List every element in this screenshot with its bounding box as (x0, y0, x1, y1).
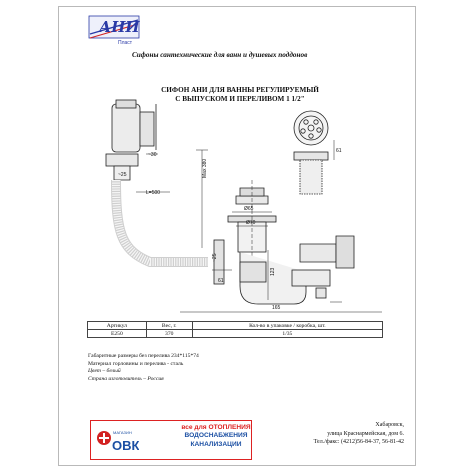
dim-70: Ø70 (246, 220, 256, 226)
note-dimensions: Габаритные размеры без перелива 234*115*74 (88, 353, 199, 359)
store-banner (90, 420, 252, 460)
ovk-logo (95, 424, 139, 456)
siphon-trap (214, 236, 354, 304)
note-material: Материал горловины и перелива - сталь (88, 360, 184, 367)
outlet-grate-view (294, 111, 328, 145)
spec-table (87, 321, 383, 338)
dim-L: L=500 (146, 190, 161, 196)
table-cell: E250 (88, 330, 147, 338)
note-color: Цвет – белый (88, 368, 121, 375)
address-city: Хабаровск, (375, 422, 404, 428)
table-header-cell: Артикул (88, 322, 147, 330)
dim-61-bottom: 61 (218, 278, 224, 284)
address-phone: Тел./факс: (4212)56-84-37, 56-81-42 (313, 439, 404, 446)
note-country: Страна изготовитель – Россия (88, 375, 164, 382)
table-header-cell: Кол-во в упаковке / коробка, шт. (192, 322, 382, 330)
dim-165: 165 (272, 305, 281, 311)
ovk-logo-small: МАГАЗИН (113, 430, 132, 435)
store-address (278, 421, 404, 447)
dim-61-top: 61 (336, 148, 342, 154)
table-row (88, 330, 383, 338)
brand-logo-sub: Пласт (118, 40, 133, 46)
banner-line3: КАНАЛИЗАЦИИ (190, 440, 242, 448)
table-header-row (88, 322, 383, 330)
ovk-logo-big: ОВК (112, 438, 139, 453)
product-title-line1: СИФОН АНИ ДЛЯ ВАННЫ РЕГУЛИРУЕМЫЙ (161, 86, 319, 94)
table-header-cell: Вес, г. (146, 322, 192, 330)
product-notes (88, 353, 199, 383)
banner-line2: ВОДОСНАБЖЕНИЯ (184, 432, 248, 440)
catalog-subtitle: Сифоны сантехнические для ванн и душевых поддонов (132, 51, 308, 59)
banner-line1: все для ОТОПЛЕНИЯ (181, 424, 251, 431)
dim-123: 123 (270, 267, 276, 276)
banner-text (181, 424, 251, 449)
dim-25: ~25 (118, 172, 127, 178)
overflow-head (112, 100, 156, 152)
dim-30: ~30 (148, 152, 157, 158)
table-cell: 1/35 (192, 330, 382, 338)
address-street: улица Краснармейская, дом 6. (327, 430, 404, 437)
dim-65: Ø65 (244, 206, 254, 212)
corrugated-hose (116, 180, 208, 262)
dim-25-lower: ~25 (212, 253, 218, 262)
dim-max: Max 380 (202, 158, 208, 178)
brand-logo-text: АНИ (99, 18, 140, 36)
outlet-stub (294, 152, 328, 194)
table-cell: 370 (146, 330, 192, 338)
product-title-line2: С ВЫПУСКОМ И ПЕРЕЛИВОМ 1 1/2" (175, 95, 305, 103)
